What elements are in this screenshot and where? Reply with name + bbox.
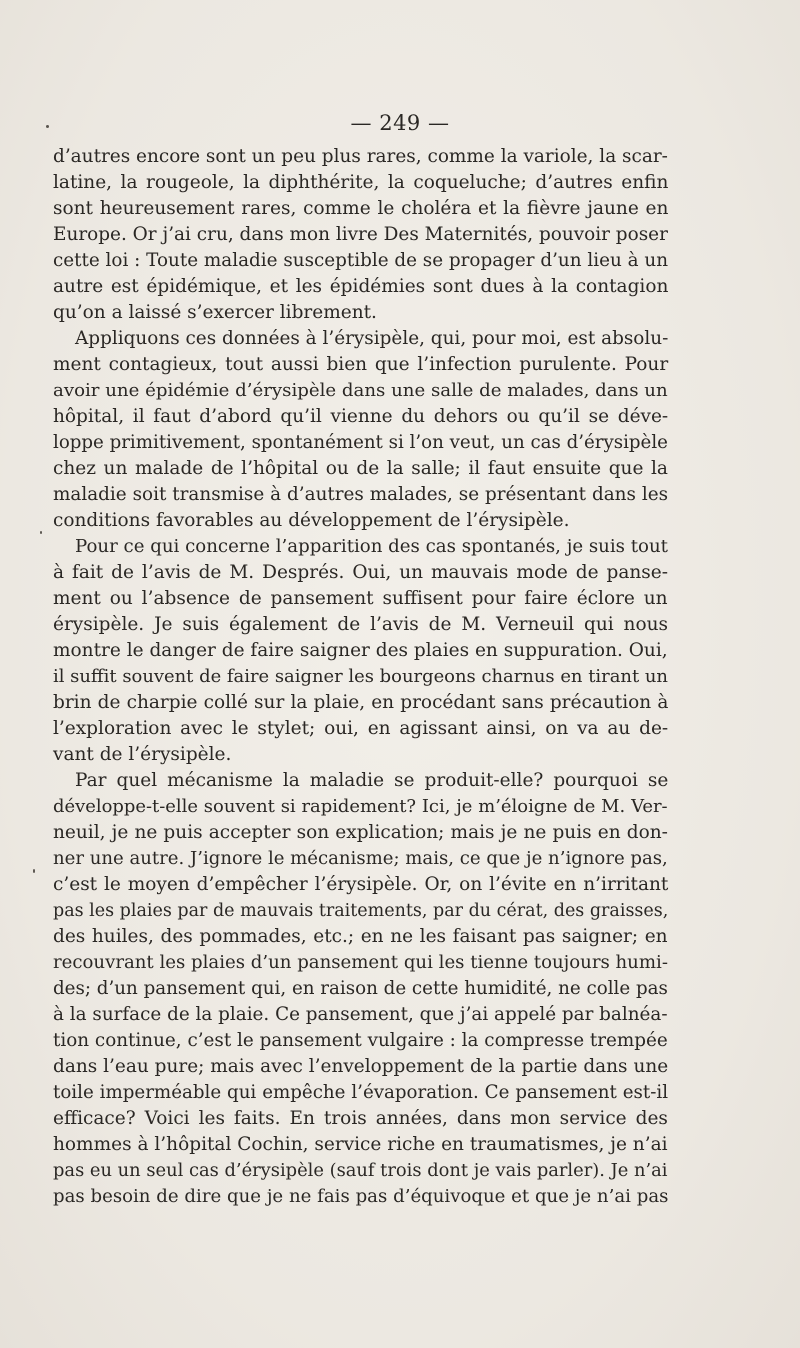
text-line: toile imperméable qui empêche l’évaporation. Ce pansement est-il (53, 1082, 669, 1103)
text-line: Par quel mécanisme la maladie se produit-elle? pourquoi se (75, 770, 669, 791)
text-line: d’autres encore sont un peu plus rares, comme la variole, la scar- (53, 146, 668, 167)
text-line: des; d’un pansement qui, en raison de cette humidité, ne colle pas (53, 978, 668, 999)
text-line: sont heureusement rares, comme le choléra et la fièvre jaune en (53, 198, 669, 219)
text-line: maladie soit transmise à d’autres malades, se présentant dans les (53, 484, 669, 505)
text-line: pas besoin de dire que je ne fais pas d’équivoque et que je n’ai pas (53, 1186, 669, 1207)
text-line: ment ou l’absence de pansement suffisent pour faire éclore un (53, 588, 668, 609)
text-line: Appliquons ces données à l’érysipèle, qui, pour moi, est absolu- (75, 328, 669, 349)
text-line: recouvrant les plaies d’un pansement qui les tienne toujours humi- (53, 952, 668, 973)
text-line: loppe primitivement, spontanément si l’on veut, un cas d’érysipèle (53, 432, 668, 453)
text-line: neuil, je ne puis accepter son explication; mais je ne puis en don- (53, 822, 668, 843)
text-line: vant de l’érysipèle. (53, 744, 232, 765)
text-line: conditions favorables au développement de l’érysipèle. (53, 510, 570, 531)
paper-speck (40, 531, 42, 534)
text-line: efficace? Voici les faits. En trois années, dans mon service des (53, 1108, 668, 1129)
text-line: tion continue, c’est le pansement vulgaire : la compresse trempée (53, 1030, 668, 1051)
text-line: Pour ce qui concerne l’apparition des cas spontanés, je suis tout (75, 536, 668, 557)
text-line: ner une autre. J’ignore le mécanisme; mais, ce que je n’ignore pas, (53, 848, 668, 869)
text-line: des huiles, des pommades, etc.; en ne les faisant pas saigner; en (53, 926, 668, 947)
text-line: pas eu un seul cas d’érysipèle (sauf trois dont je vais parler). Je n’ai (53, 1160, 668, 1181)
text-line: ment contagieux, tout aussi bien que l’infection purulente. Pour (53, 354, 669, 375)
text-line: dans l’eau pure; mais avec l’enveloppement de la partie dans une (53, 1056, 669, 1077)
text-line: développe-t-elle souvent si rapidement? Ici, je m’éloigne de M. Ver- (53, 796, 668, 817)
text-line: chez un malade de l’hôpital ou de la salle; il faut ensuite que la (53, 458, 668, 479)
text-line: latine, la rougeole, la diphthérite, la coqueluche; d’autres enfin (53, 172, 669, 193)
text-line: Europe. Or j’ai cru, dans mon livre Des Maternités, pouvoir poser (53, 224, 668, 245)
text-line: pas les plaies par de mauvais traitements, par du cérat, des graisses, (53, 901, 669, 921)
text-line: érysipèle. Je suis également de l’avis de M. Verneuil qui nous (53, 614, 668, 635)
text-line: à fait de l’avis de M. Després. Oui, un mauvais mode de panse- (53, 562, 668, 583)
text-line: hommes à l’hôpital Cochin, service riche en traumatismes, je n’ai (53, 1134, 668, 1155)
text-line: cette loi : Toute maladie susceptible de se propager d’un lieu à un (53, 250, 669, 271)
text-line: à la surface de la plaie. Ce pansement, que j’ai appelé par balnéa- (53, 1004, 668, 1025)
page-number: — 249 — (350, 111, 450, 135)
text-line: qu’on a laissé s’exercer librement. (53, 302, 377, 323)
text-line: c’est le moyen d’empêcher l’érysipèle. Or, on l’évite en n’irritant (53, 874, 669, 895)
text-line: l’exploration avec le stylet; oui, en agissant ainsi, on va au de- (53, 718, 669, 739)
text-line: il suffit souvent de faire saigner les bourgeons charnus en tirant un (53, 666, 668, 687)
text-line: montre le danger de faire saigner des plaies en suppuration. Oui, (53, 640, 668, 661)
text-line: hôpital, il faut d’abord qu’il vienne du dehors ou qu’il se déve- (53, 406, 669, 427)
body-text (53, 144, 668, 1210)
text-line: autre est épidémique, et les épidémies sont dues à la contagion (53, 276, 669, 297)
paper-speck (33, 869, 35, 873)
text-line: brin de charpie collé sur la plaie, en procédant sans précaution à (53, 692, 669, 713)
text-line: avoir une épidémie d’érysipèle dans une salle de malades, dans un (53, 380, 668, 401)
